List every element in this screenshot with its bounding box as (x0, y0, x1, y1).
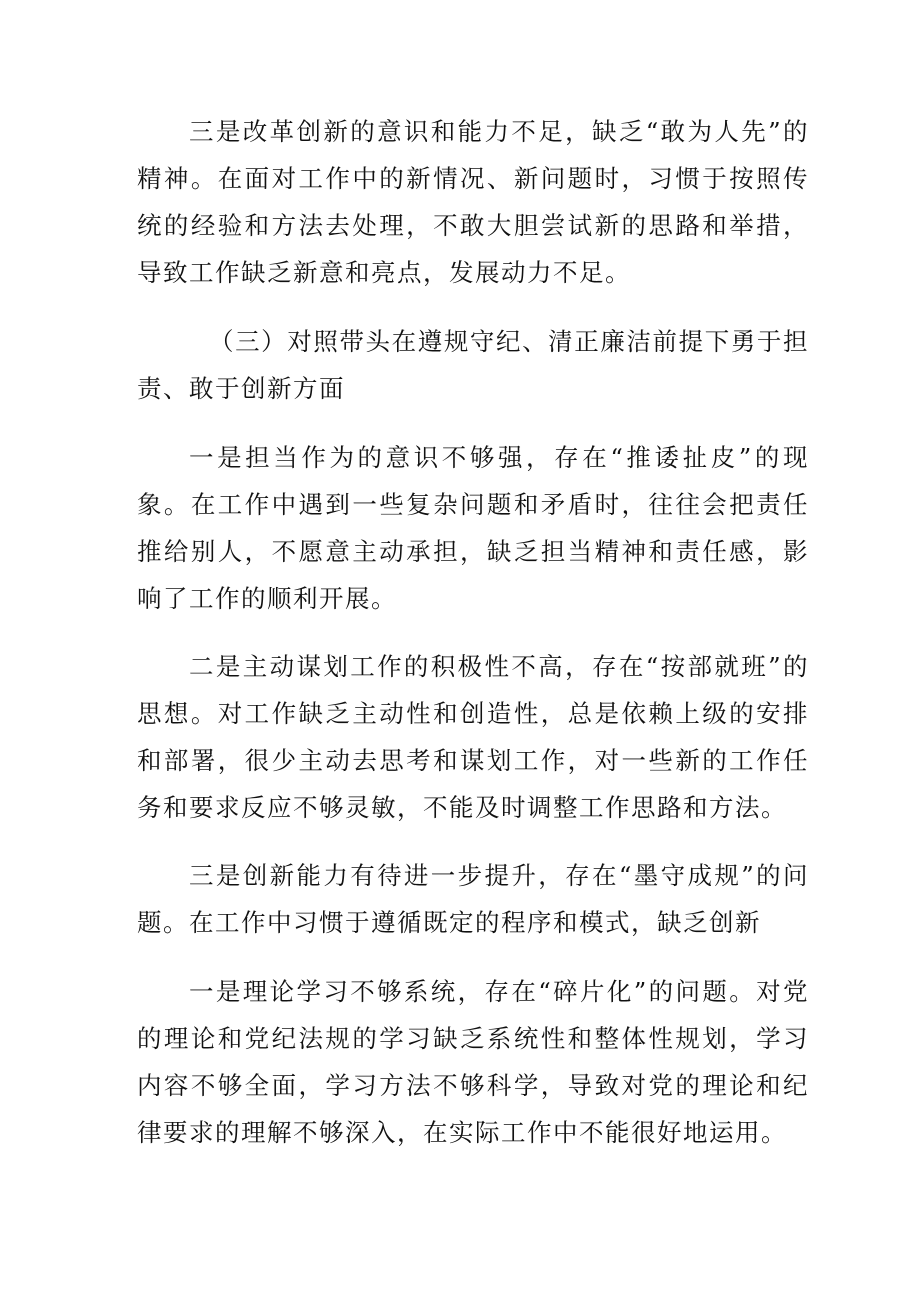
paragraph-responsibility: 一是担当作为的意识不够强，存在“推诿扯皮”的现象。在工作中遇到一些复杂问题和矛盾时，往往会把责任推给别人，不愿意主动承担，缺乏担当精神和责任感，影响了工作的顺利开展。 (137, 443, 809, 613)
paragraph-reform-innovation: 三是改革创新的意识和能力不足，缺乏“敢为人先”的精神。在面对工作中的新情况、新问题时，习惯于按照传统的经验和方法去处理，不敢大胆尝试新的思路和举措，导致工作缺乏新意和亮点，发展动力不足。 (137, 117, 809, 287)
section-heading-three: （三）对照带头在遵规守纪、清正廉洁前提下勇于担责、敢于创新方面 (137, 327, 809, 403)
paragraph-innovation-ability: 三是创新能力有待进一步提升，存在“墨守成规”的问题。在工作中习惯于遵循既定的程序和模式，缺乏创新 (137, 861, 809, 937)
paragraph-initiative: 二是主动谋划工作的积极性不高，存在“按部就班”的思想。对工作缺乏主动性和创造性，总是依赖上级的安排和部署，很少主动去思考和谋划工作，对一些新的工作任务和要求反应不够灵敏，不能及时调整工作思路和方法。 (137, 652, 809, 822)
paragraph-theory-study: 一是理论学习不够系统，存在“碎片化”的问题。对党的理论和党纪法规的学习缺乏系统性和整体性规划，学习内容不够全面，学习方法不够科学，导致对党的理论和纪律要求的理解不够深入，在实际工作中不能很好地运用。 (137, 977, 809, 1147)
